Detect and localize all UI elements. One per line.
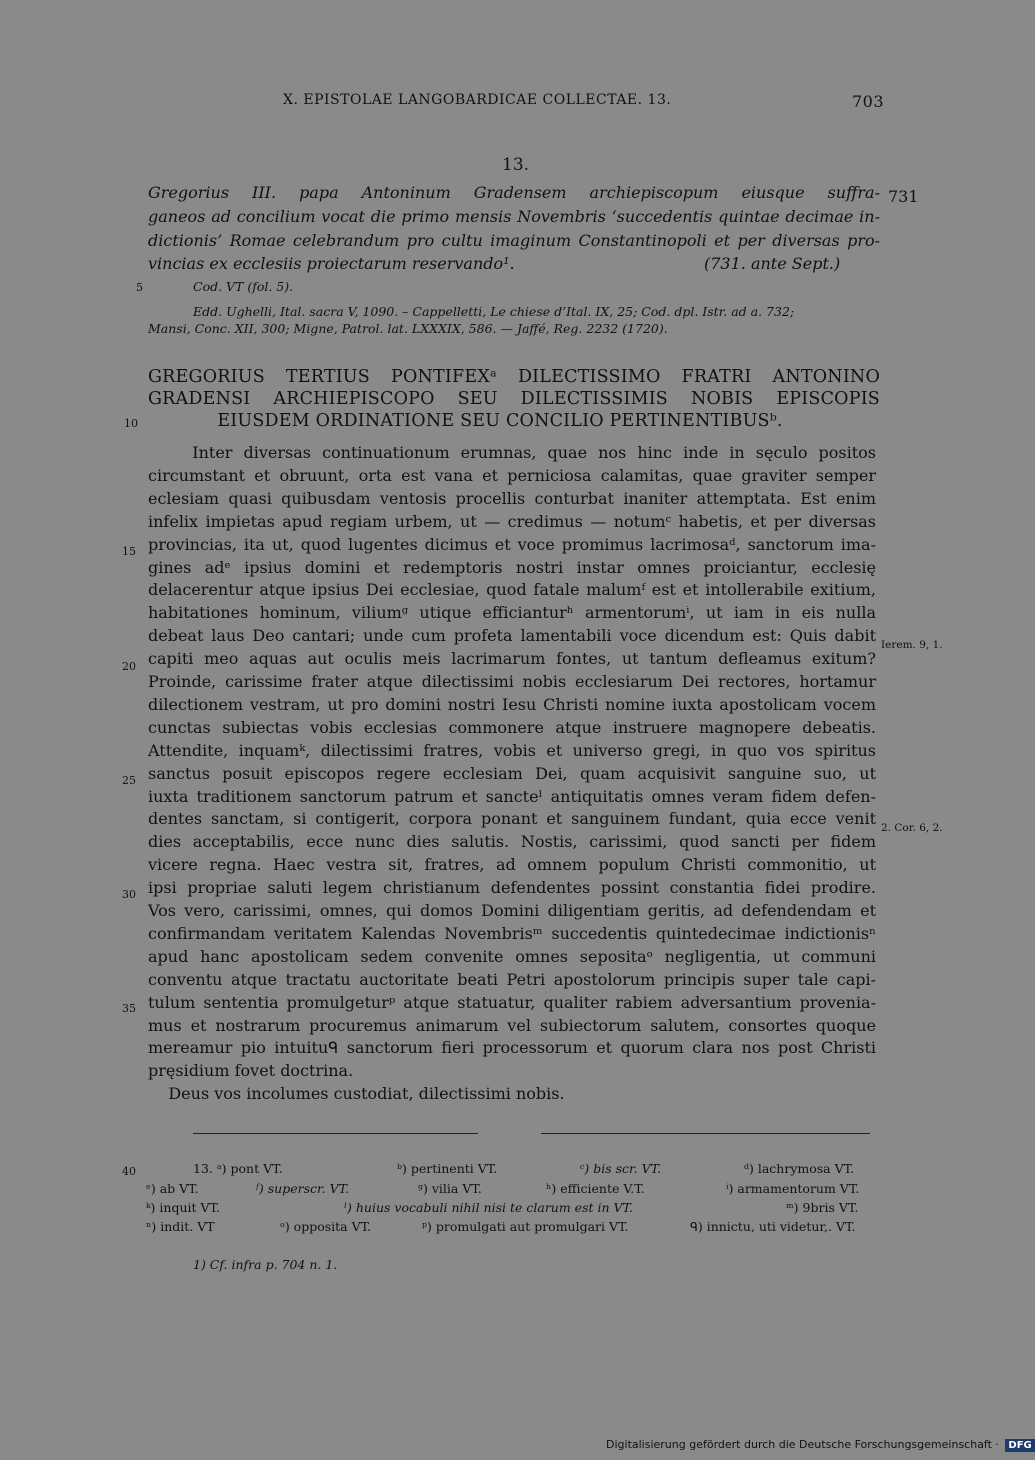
body-line: Proinde, carissime frater atque dilectissimi nobis ecclesiarum Dei rectores, hortamur [148, 672, 876, 691]
body-line: provincias, ita ut, quod lugentes dicimus et voce promimus lacrimosaᵈ, sanctorum ima- [148, 534, 876, 554]
line-number-20: 20 [122, 660, 136, 673]
line-number-5: 5 [136, 281, 143, 294]
margin-ref-ierem: Ierem. 9, 1. [881, 639, 943, 651]
footnote-q: ᑫ) innictu, uti videtur,. VT. [690, 1219, 856, 1234]
body-line: mus et nostrarum procuremus animarum vel subiectorum salutem, consortes quoque [148, 1015, 876, 1035]
body-line: mereamur pio intuituᑫ sanctorum fieri processorum et quorum clara nos post Christi [148, 1038, 876, 1058]
footnote-o: ᵒ) opposita VT. [280, 1219, 372, 1234]
footnote-b: ᵇ) pertinenti VT. [397, 1161, 498, 1176]
line-number-40: 40 [122, 1165, 136, 1178]
digitization-credit[interactable] [606, 1438, 1035, 1452]
body-line: eclesiam quasi quibusdam ventosis procellis conturbat inaniter attemptata. Est enim [148, 488, 876, 508]
footnote-c: ᶜ) bis scr. VT. [580, 1161, 662, 1176]
body-line: pręsidium fovet doctrina. [148, 1061, 354, 1081]
body-line: confirmandam veritatem Kalendas Novembrisᵐ succedentis quintedecimae indictionisⁿ [148, 923, 876, 943]
body-line: gines adᵉ ipsius domini et redemptoris nostri instar omnes proiciantur, ecclesię [148, 557, 876, 577]
summary-date: (731. ante Sept.) [704, 254, 841, 273]
footnote-i: ⁱ) armamentorum VT. [726, 1181, 860, 1196]
body-line: Deus vos incolumes custodiat, dilectissimi nobis. [148, 1084, 565, 1104]
summary-line-1: Gregorius III. papa Antoninum Gradensem archiepiscopum eiusque suffra- [148, 183, 880, 202]
body-line: iuxta traditionem sanctorum patrum et sancteˡ antiquitatis omnes veram fidem defen- [148, 786, 876, 806]
line-number-15: 15 [122, 545, 136, 558]
body-line: dilectionem vestram, ut pro domini nostri Iesu Christi nomine iuxta apostolicam vocem [148, 694, 876, 714]
margin-ref-cor: 2. Cor. 6, 2. [881, 822, 943, 834]
body-line: apud hanc apostolicam sedem convenite omnes sepositaᵒ negligentia, ut communi [148, 946, 876, 966]
footnote-d: ᵈ) lachrymosa VT. [744, 1161, 855, 1176]
body-line: infelix impietas apud regiam urbem, ut — credimus — notumᶜ habetis, et per diversas [148, 511, 876, 531]
footnote-m: ᵐ) 9bris VT. [786, 1200, 859, 1215]
line-number-10: 10 [124, 417, 138, 430]
footnote-p: ᵖ) promulgati aut promulgari VT. [422, 1219, 629, 1234]
body-line: debeat laus Deo cantari; unde cum profeta lamentabili voce dicendum est: Quis dabit [148, 626, 876, 646]
footnote-n: ⁿ) indit. VT [146, 1219, 215, 1234]
summary-line-3: dictionis’ Romae celebrandum pro cultu imaginum Constantinopoli et per diversas pro- [148, 231, 880, 250]
body-line: sanctus posuit episcopos regere ecclesiam Dei, quam acquisivit sanguine suo, ut [148, 763, 876, 783]
line-number-25: 25 [122, 774, 136, 787]
footnote-a: 13. ᵃ) pont VT. [193, 1161, 283, 1176]
running-title: X. EPISTOLAE LANGOBARDICAE COLLECTAE. 13. [283, 92, 672, 108]
body-line: delacerentur atque ipsius Dei ecclesiae, quod fatale malumᶠ est et intollerabile exitium, [148, 580, 876, 600]
body-line: conventu atque tractatu auctoritate beati Petri apostolorum principis super tale capi- [148, 969, 876, 989]
body-line: Vos vero, carissimi, omnes, qui domos Domini diligentiam geritis, ad defendendam et [148, 901, 876, 920]
footnote-e: ᵉ) ab VT. [146, 1181, 199, 1196]
dfg-logo: DFG [1005, 1439, 1034, 1452]
footnote-g: ᵍ) vilia VT. [418, 1181, 482, 1196]
body-line: dies acceptabilis, ecce nunc dies salutis. Nostis, carissimi, quod sancti per fidem [148, 832, 876, 852]
line-number-30: 30 [122, 888, 136, 901]
body-line: tulum sententia promulgeturᵖ atque statuatur, qualiter rabiem adversantium provenia- [148, 992, 876, 1012]
inscriptio-line-3: EIUSDEM ORDINATIONE SEU CONCILIO PERTINENTIBUSᵇ. [217, 411, 783, 431]
footnote-rule-right [541, 1133, 870, 1134]
body-line: capiti meo aquas aut oculis meis lacrimarum fontes, ut tantum defleamus exitum? [148, 649, 876, 669]
footnote-k: ᵏ) inquit VT. [146, 1200, 221, 1215]
footnote-h: ʰ) efficiente V.T. [546, 1181, 645, 1196]
footnote-l: ˡ) huius vocabuli nihil nisi te clarum est in VT. [344, 1200, 634, 1215]
codex-line: Cod. VT (fol. 5). [193, 279, 294, 294]
body-line: cunctas subiectas vobis ecclesias commonere atque instruere magnopere debeatis. [148, 717, 876, 737]
footnote-rule-left [193, 1133, 478, 1134]
line-number-35: 35 [122, 1002, 136, 1015]
body-line: circumstant et obruunt, orta est vana et perniciosa calamitas, quae graviter semper [148, 465, 876, 485]
body-line: habitationes hominum, viliumᵍ utique efficianturʰ armentorumⁱ, ut iam in eis nulla [148, 603, 876, 623]
summary-line-2: ganeos ad concilium vocat die primo mensis Novembris ‘succedentis quintae decimae in- [148, 207, 880, 226]
body-line: vicere regna. Haec vestra sit, fratres, ad omnem populum Christi commonitio, ut [148, 855, 876, 875]
editions-line-1: Edd. Ughelli, Ital. sacra V, 1090. – Cappelletti, Le chiese d’Ital. IX, 25; Cod. dpl. Istr. ad a. 732; [193, 304, 795, 319]
body-line: Inter diversas continuationum erumnas, quae nos hinc inde in sęculo positos [148, 443, 877, 462]
credit-text: Digitalisierung gefördert durch die Deutsche Forschungsgemeinschaft · [606, 1438, 999, 1451]
body-line: dentes sanctam, si contigerit, corpora ponant et sanguinem fundant, quia ecce venit [148, 809, 876, 829]
page-number: 703 [852, 92, 885, 111]
inscriptio-line-1: GREGORIUS TERTIUS PONTIFEXᵃ DILECTISSIMO FRATRI ANTONINO [148, 367, 880, 387]
body-line: ipsi propriae saluti legem christianum defendentes possint constantia fidei prodire. [148, 878, 876, 898]
editions-line-2: Mansi, Conc. XII, 300; Migne, Patrol. lat. LXXXIX, 586. — Jaffé, Reg. 2232 (1720). [148, 321, 668, 336]
summary-line-4: vincias ex ecclesiis proiectarum reservando¹. [148, 254, 515, 273]
body-line: Attendite, inquamᵏ, dilectissimi fratres, vobis et universo gregi, in quo vos spiritus [148, 740, 876, 760]
document-number: 13. [502, 155, 530, 175]
inscriptio-line-2: GRADENSI ARCHIEPISCOPO SEU DILECTISSIMIS NOBIS EPISCOPIS [148, 389, 880, 409]
footnote-f: ᶠ) superscr. VT. [256, 1181, 350, 1196]
footnote-1: 1) Cf. infra p. 704 n. 1. [193, 1257, 338, 1272]
year-margin: 731 [888, 187, 919, 206]
